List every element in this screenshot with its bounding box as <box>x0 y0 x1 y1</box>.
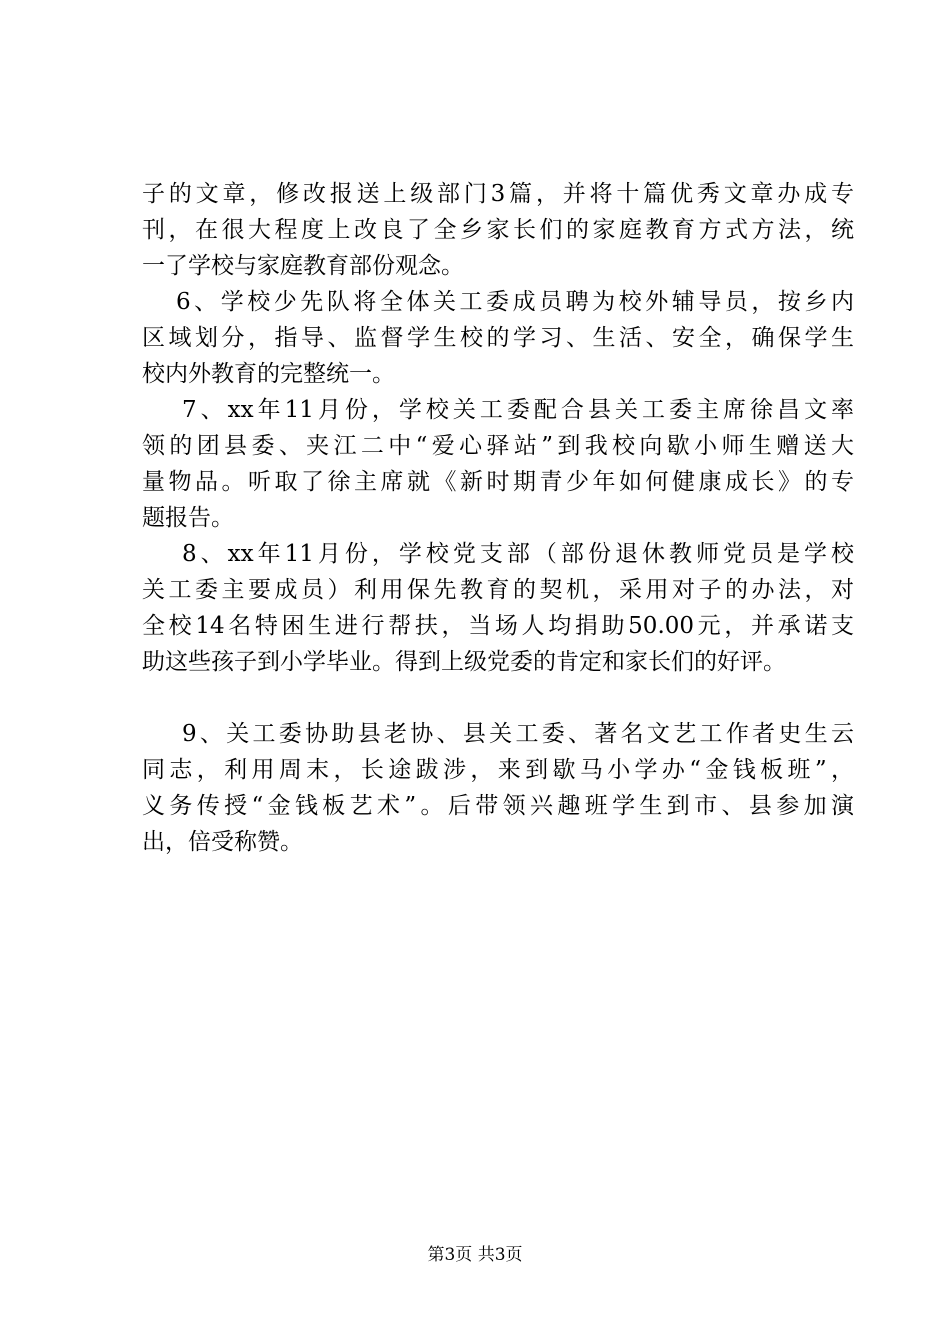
text-line: 题报告。 <box>142 505 234 531</box>
text-line: 6、学校少先队将全体关工委成员聘为校外辅导员，按乡内 <box>176 289 854 315</box>
paragraph-item-6 <box>142 284 854 392</box>
text-line: 关工委主要成员）利用保先教育的契机，采用对子的办法，对 <box>142 577 854 603</box>
text-line: 区域划分，指导、监督学生校的学习、生活、安全，确保学生 <box>142 325 854 351</box>
text-line: 刊，在很大程度上改良了全乡家长们的家庭教育方式方法，统 <box>142 217 854 243</box>
text-line: 出，倍受称赞。 <box>142 829 303 855</box>
paragraph-item-9 <box>142 716 854 860</box>
text-line: 全校14名特困生进行帮扶，当场人均捐助50.00元，并承诺支 <box>142 613 854 639</box>
text-line: 同志，利用周末，长途跋涉，来到歇马小学办“金钱板班”， <box>142 757 854 783</box>
paragraph-item-7 <box>142 392 854 536</box>
text-line: 量物品。听取了徐主席就《新时期青少年如何健康成长》的专 <box>142 469 854 495</box>
document-body <box>142 176 854 860</box>
paragraph-item-8 <box>142 536 854 680</box>
text-line: 校内外教育的完整统一。 <box>142 361 395 387</box>
text-line: 义务传授“金钱板艺术”。后带领兴趣班学生到市、县参加演 <box>142 793 854 819</box>
paragraph-spacer <box>142 680 854 716</box>
text-line: 领的团县委、夹江二中“爱心驿站”到我校向歇小师生赠送大 <box>142 433 854 459</box>
paragraph-continuation <box>142 176 854 284</box>
page-number-footer: 第3页 共3页 <box>427 1245 523 1265</box>
text-line: 一了学校与家庭教育部份观念。 <box>142 253 464 279</box>
text-line: 7、xx年11月份，学校关工委配合县关工委主席徐昌文率 <box>182 397 854 423</box>
text-line: 9、关工委协助县老协、县关工委、著名文艺工作者史生云 <box>182 721 854 747</box>
text-line: 子的文章，修改报送上级部门3篇，并将十篇优秀文章办成专 <box>142 181 854 207</box>
text-line: 助这些孩子到小学毕业。得到上级党委的肯定和家长们的好评。 <box>142 649 786 675</box>
text-line: 8、xx年11月份，学校党支部（部份退休教师党员是学校 <box>182 541 854 567</box>
